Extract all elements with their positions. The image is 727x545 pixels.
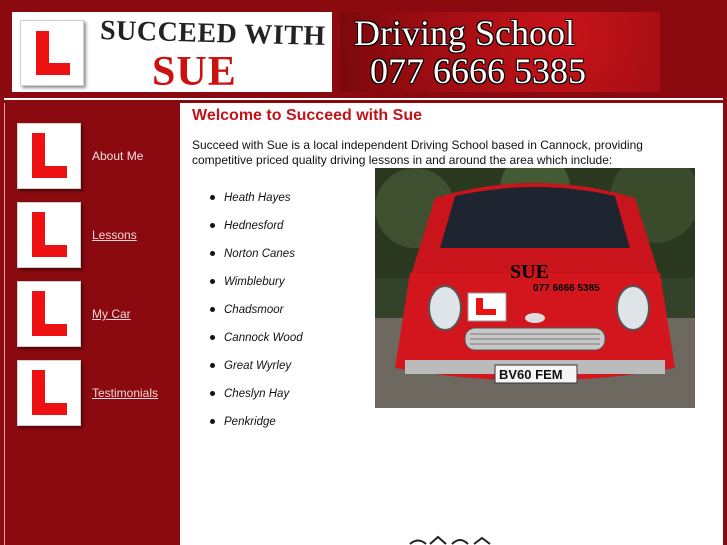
banner-phone: 077 6666 5385 [370, 51, 586, 91]
l-plate-icon [17, 123, 81, 189]
sidebar-item-lessons[interactable] [5, 202, 179, 272]
sidebar-item-about-me[interactable] [5, 123, 179, 193]
header-banner [340, 12, 660, 92]
l-plate-icon [17, 281, 81, 347]
logo-title-line1: SUCCEED WITH [99, 15, 327, 52]
bonnet-phone: 077 6666 5385 [533, 283, 600, 294]
l-plate-icon [20, 20, 84, 86]
bonnet-name: SUE [510, 261, 549, 283]
car-illustration [375, 168, 695, 408]
list-item: Norton Canes [192, 245, 303, 273]
sidebar-item-label[interactable]: About Me [92, 149, 144, 163]
site-logo[interactable] [12, 12, 332, 95]
main-content [180, 103, 715, 545]
right-border [715, 103, 723, 545]
list-item: Chadsmoor [192, 301, 303, 329]
sidebar-item-label[interactable]: My Car [92, 307, 131, 321]
list-item: Cannock Wood [192, 329, 303, 357]
decorative-art [408, 535, 528, 545]
list-item: Penkridge [192, 413, 303, 441]
sidebar-item-label[interactable]: Lessons [92, 228, 137, 242]
number-plate: BV60 FEM [499, 367, 563, 382]
list-item: Heath Hayes [192, 189, 303, 217]
page-title: Welcome to Succeed with Sue [192, 107, 422, 124]
list-item: Hednesford [192, 217, 303, 245]
list-item: Cheslyn Hay [192, 385, 303, 413]
site-header [4, 4, 723, 96]
sidebar-item-label[interactable]: Testimonials [92, 386, 159, 400]
l-plate-icon [17, 360, 81, 426]
l-plate-icon [17, 202, 81, 268]
banner-title: Driving School [354, 13, 575, 53]
list-item: Great Wyrley [192, 357, 303, 385]
header-divider [4, 98, 723, 100]
sidebar-item-testimonials[interactable] [5, 360, 179, 430]
sidebar-item-my-car[interactable] [5, 281, 179, 351]
logo-title-line2: SUE [152, 49, 237, 95]
list-item: Wimblebury [192, 273, 303, 301]
sidebar-nav [4, 103, 179, 545]
intro-paragraph: Succeed with Sue is a local independent Driving School based in Cannock, providing competitive priced quality driving lessons in and around the area which include: [192, 138, 643, 167]
area-list [192, 189, 303, 441]
car-photo [375, 168, 695, 408]
